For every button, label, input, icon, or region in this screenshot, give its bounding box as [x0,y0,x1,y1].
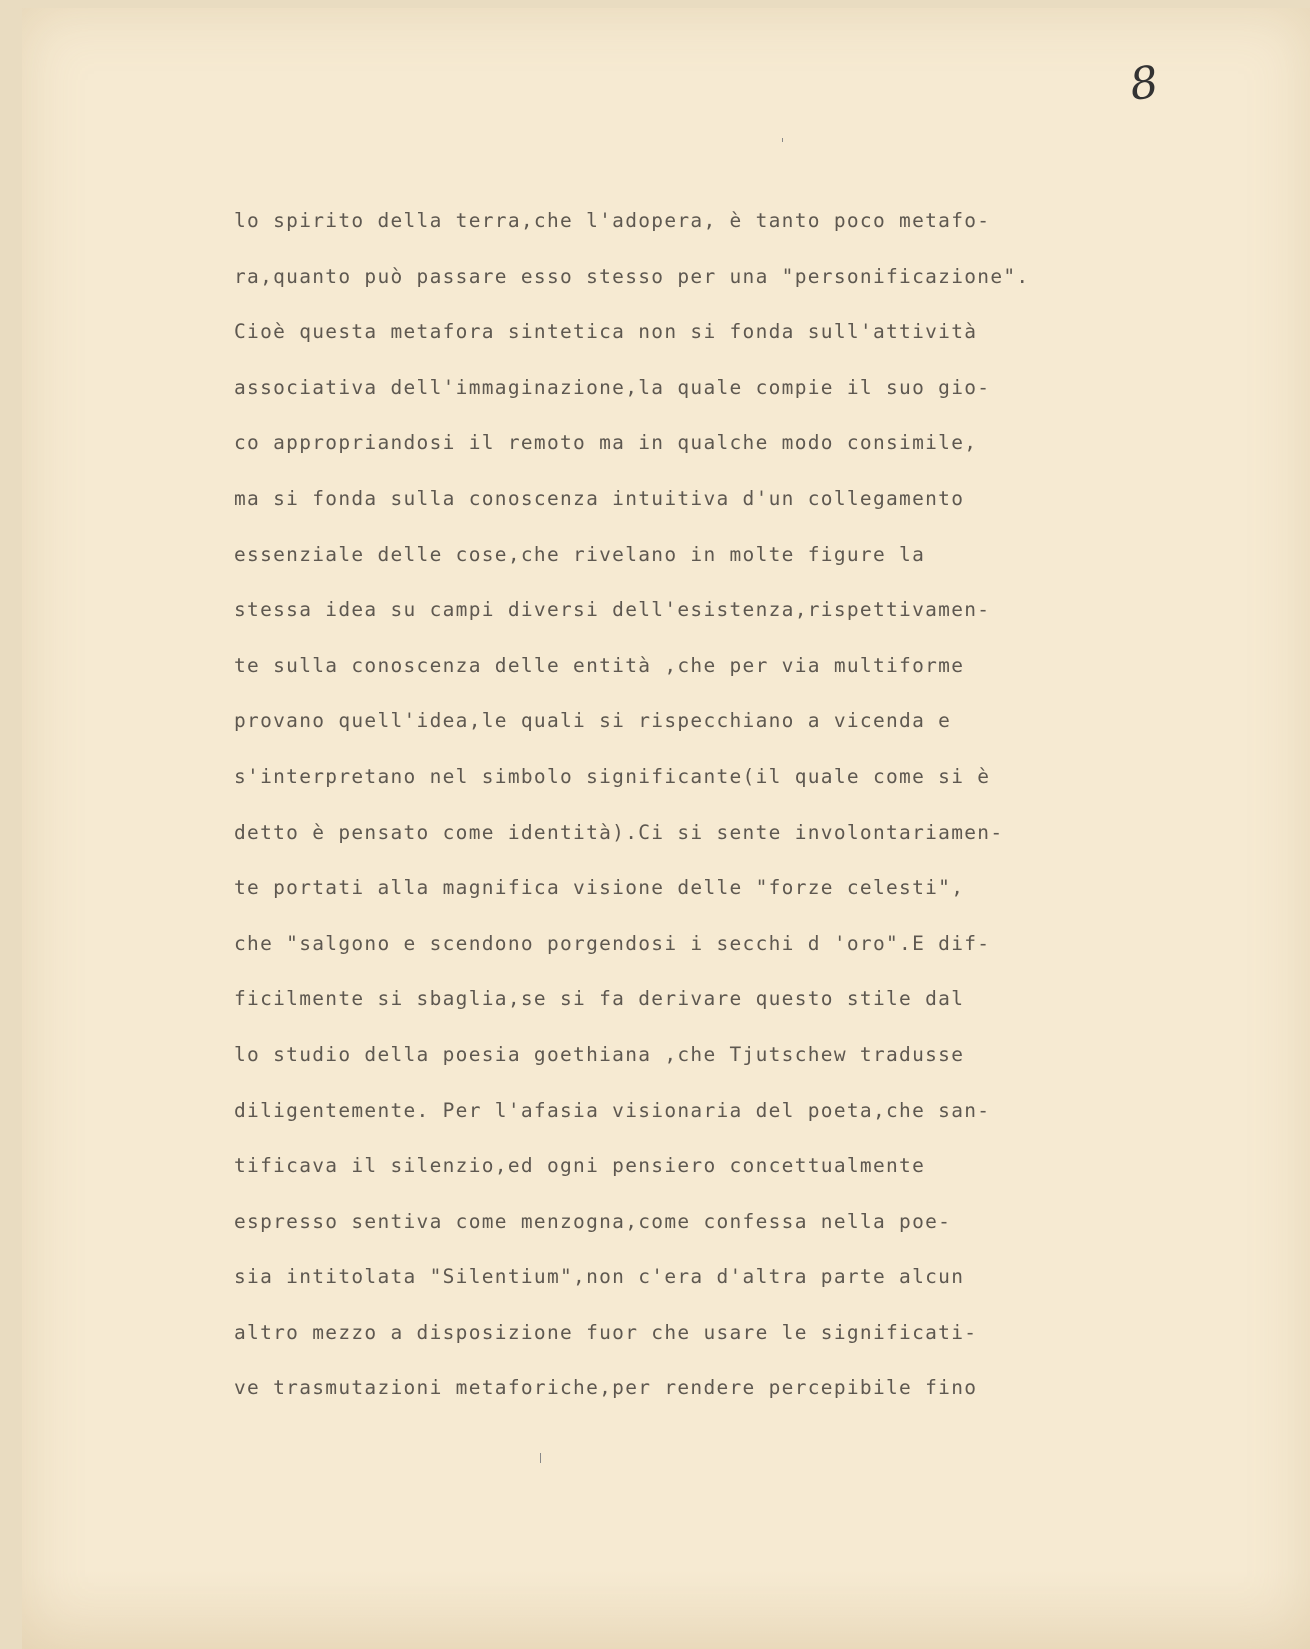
text-line: sia intitolata "Silentium",non c'era d'altra parte alcun [234,1265,965,1289]
text-line: diligentemente. Per l'afasia visionaria del poeta,che san- [234,1098,991,1122]
text-line: lo spirito della terra,che l'adopera, è tanto poco metafo- [234,209,991,232]
text-line: essenziale delle cose,che rivelano in molte figure la [234,542,926,566]
paper-fold-shadow [22,1568,1310,1649]
document-sheet [22,8,1310,1649]
text-line: provano quell'idea,le quali si rispecchiano a vicenda e [234,709,952,733]
text-line: tificava il silenzio,ed ogni pensiero concettualmente [234,1154,926,1178]
typewritten-body [234,193,1114,1416]
text-line: Cioè questa metafora sintetica non si fonda sull'attività [234,320,978,344]
text-line: ve trasmutazioni metaforiche,per rendere percepibile fino [234,1376,978,1400]
text-line: ficilmente si sbaglia,se si fa derivare questo stile dal [234,987,965,1011]
text-line: associativa dell'immaginazione,la quale compie il suo gio- [234,375,991,399]
text-line: ma si fonda sulla conoscenza intuitiva d'un collegamento [234,486,965,510]
ink-speck [782,138,783,142]
text-line: detto è pensato come identità).Ci si sente involontariamen- [234,820,1004,844]
text-line: te sulla conoscenza delle entità ,che per via multiforme [234,653,965,677]
page-number: 8 [1126,56,1162,111]
text-line: co appropriandosi il remoto ma in qualche modo consimile, [234,431,978,455]
ink-speck [540,1453,541,1463]
text-line: stessa idea su campi diversi dell'esistenza,rispettivamen- [234,598,991,622]
text-line: te portati alla magnifica visione delle "forze celesti", [234,876,965,900]
text-line: lo studio della poesia goethiana ,che Tjutschew tradusse [234,1042,965,1066]
text-line: che "salgono e scendono porgendosi i secchi d 'oro".E dif- [234,931,991,955]
text-line: ra,quanto può passare esso stesso per una "personificazione". [234,264,1030,288]
text-line: altro mezzo a disposizione fuor che usare le significati- [234,1320,978,1344]
text-line: s'interpretano nel simbolo significante(il quale come si è [234,764,991,788]
text-line: espresso sentiva come menzogna,come confessa nella poe- [234,1209,952,1233]
